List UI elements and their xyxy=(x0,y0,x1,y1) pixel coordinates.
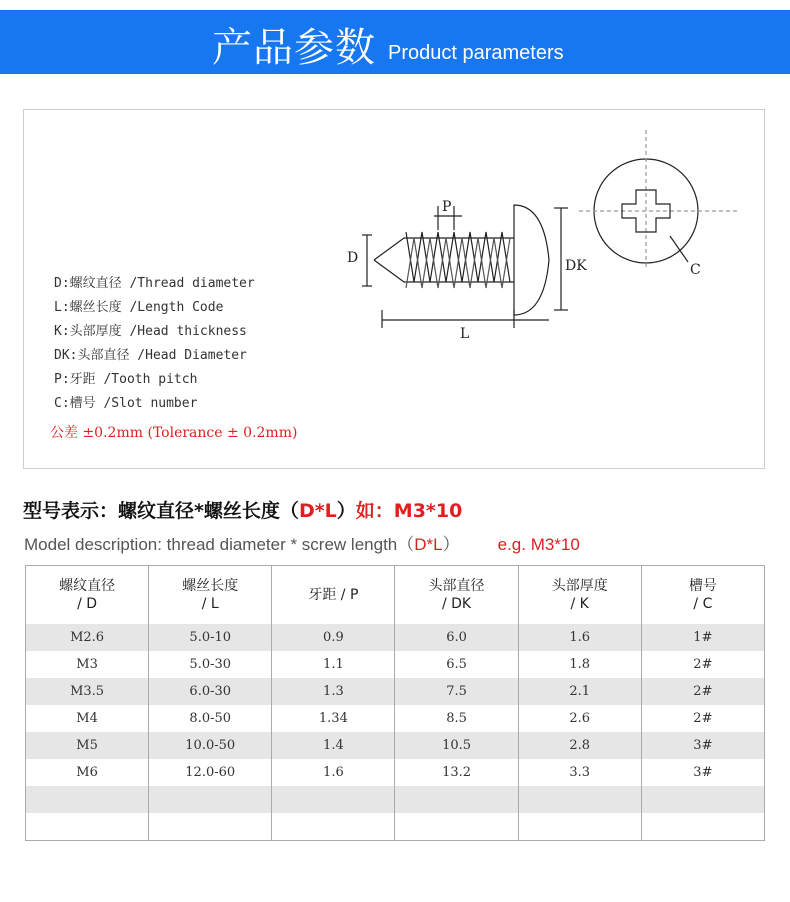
cell xyxy=(26,813,149,841)
header-head-thickness: 头部厚度 / K xyxy=(518,566,641,625)
cell: 2# xyxy=(641,705,764,732)
cell xyxy=(272,813,395,841)
cell: 1.4 xyxy=(272,732,395,759)
label-c: C xyxy=(690,262,701,278)
legend-item: DK:头部直径 /Head Diameter xyxy=(54,348,247,363)
tolerance-note: 公差 ±0.2mm (Tolerance ± 0.2mm) xyxy=(50,425,298,441)
cell: 8.5 xyxy=(395,705,518,732)
cell: M5 xyxy=(26,732,149,759)
header-slot-number: 槽号 / C xyxy=(641,566,764,625)
label-l: L xyxy=(460,326,470,342)
legend-item: C:槽号 /Slot number xyxy=(54,396,198,411)
cell xyxy=(149,813,272,841)
model-description xyxy=(24,530,580,555)
cell: 2# xyxy=(641,651,764,678)
cell: 3# xyxy=(641,759,764,786)
cell: 12.0-60 xyxy=(149,759,272,786)
cell: 5.0-30 xyxy=(149,651,272,678)
diagram-panel xyxy=(23,109,765,469)
model-desc-example: e.g. M3*10 xyxy=(497,535,580,554)
cell: M4 xyxy=(26,705,149,732)
cell: 10.0-50 xyxy=(149,732,272,759)
model-desc-prefix: Model description: thread diameter * screw length（ xyxy=(24,535,415,554)
screw-head xyxy=(514,205,549,315)
cell: 13.2 xyxy=(395,759,518,786)
cell: 10.5 xyxy=(395,732,518,759)
model-title xyxy=(23,496,462,523)
cell: 6.5 xyxy=(395,651,518,678)
cell xyxy=(26,786,149,813)
legend-item: D:螺纹直径 /Thread diameter xyxy=(54,276,255,291)
header-title-en: Product parameters xyxy=(388,42,564,64)
header-title-cn: 产品参数 xyxy=(212,25,376,71)
cell: 1# xyxy=(641,624,764,651)
cell: M3 xyxy=(26,651,149,678)
header-banner xyxy=(0,10,790,74)
cell: 2.6 xyxy=(518,705,641,732)
cell: 1.6 xyxy=(272,759,395,786)
cell: 2.8 xyxy=(518,732,641,759)
cell: 0.9 xyxy=(272,624,395,651)
table-header-row xyxy=(26,566,765,625)
cell xyxy=(518,786,641,813)
table-row xyxy=(26,732,765,759)
header-tooth-pitch: 牙距 / P xyxy=(272,566,395,625)
dimension-legend xyxy=(54,272,255,416)
cell: 3.3 xyxy=(518,759,641,786)
cell: M6 xyxy=(26,759,149,786)
cell: 1.6 xyxy=(518,624,641,651)
dim-c-leader xyxy=(670,236,688,262)
label-dk: DK xyxy=(565,258,587,274)
cell: 8.0-50 xyxy=(149,705,272,732)
cell: 7.5 xyxy=(395,678,518,705)
cell xyxy=(641,813,764,841)
parameter-table xyxy=(25,565,765,841)
table-row xyxy=(26,651,765,678)
table-row xyxy=(26,678,765,705)
model-title-prefix: 型号表示：螺纹直径*螺丝长度（ xyxy=(23,500,299,522)
cell xyxy=(518,813,641,841)
model-title-example: 如：M3*10 xyxy=(355,500,463,522)
model-title-dl: D*L xyxy=(298,500,337,522)
cell xyxy=(641,786,764,813)
table-row xyxy=(26,624,765,651)
cell: 6.0 xyxy=(395,624,518,651)
cell xyxy=(395,786,518,813)
cell: M2.6 xyxy=(26,624,149,651)
legend-item: P:牙距 /Tooth pitch xyxy=(54,372,198,387)
cell: M3.5 xyxy=(26,678,149,705)
header-thread-diameter: 螺纹直径 / D xyxy=(26,566,149,625)
legend-item: L:螺丝长度 /Length Code xyxy=(54,300,224,315)
table-row xyxy=(26,786,765,813)
cell: 2.1 xyxy=(518,678,641,705)
cell: 1.34 xyxy=(272,705,395,732)
model-title-suffix: ） xyxy=(336,500,356,522)
model-desc-suffix: ） xyxy=(442,535,460,554)
cell: 2# xyxy=(641,678,764,705)
cell: 3# xyxy=(641,732,764,759)
model-desc-dl: D*L xyxy=(414,535,443,554)
cell xyxy=(395,813,518,841)
cell: 1.3 xyxy=(272,678,395,705)
table-row xyxy=(26,813,765,841)
label-p: P xyxy=(442,199,452,215)
cell xyxy=(272,786,395,813)
cell: 1.8 xyxy=(518,651,641,678)
cell: 6.0-30 xyxy=(149,678,272,705)
table-row xyxy=(26,705,765,732)
header-screw-length: 螺丝长度 / L xyxy=(149,566,272,625)
cell: 5.0-10 xyxy=(149,624,272,651)
cell: 1.1 xyxy=(272,651,395,678)
cell xyxy=(149,786,272,813)
header-head-diameter: 头部直径 / DK xyxy=(395,566,518,625)
legend-item: K:头部厚度 /Head thickness xyxy=(54,324,247,339)
label-d: D xyxy=(347,250,359,266)
table-row xyxy=(26,759,765,786)
